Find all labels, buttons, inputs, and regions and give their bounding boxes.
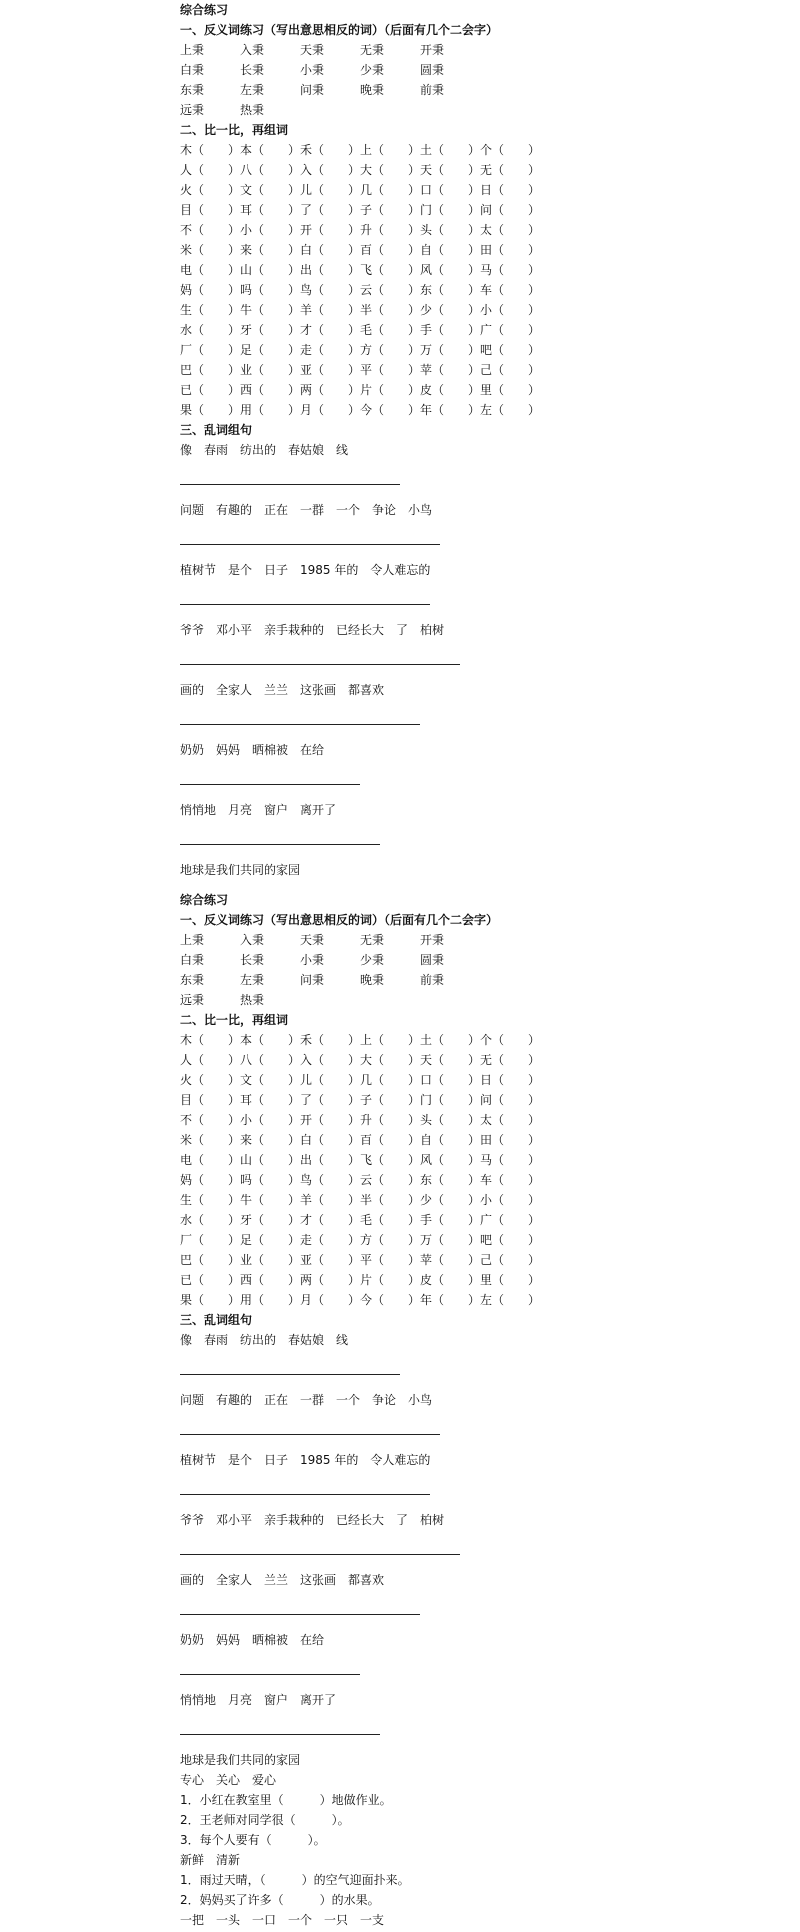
answer-blank-line xyxy=(180,844,380,845)
answer-blank-line xyxy=(180,1374,400,1375)
compare-row: 不（ ）小（ ）开（ ）升（ ）头（ ）太（ ） xyxy=(180,223,541,237)
compare-row: 巴（ ）业（ ）亚（ ）平（ ）苹（ ）己（ ） xyxy=(180,1253,541,1267)
antonym-row: 远秉 热秉 xyxy=(180,993,265,1007)
answer-blank-line xyxy=(180,1434,440,1435)
jumble-words: 像 春雨 纺出的 春姑娘 线 xyxy=(180,1333,349,1347)
fill-blank-sentence: 1．雨过天晴，（ ）的空气迎面扑来。 xyxy=(180,1873,410,1887)
answer-blank-line xyxy=(180,784,360,785)
answer-blank-line xyxy=(180,484,400,485)
compare-row: 木（ ）本（ ）禾（ ）上（ ）土（ ）个（ ） xyxy=(180,1033,541,1047)
compare-row: 妈（ ）吗（ ）鸟（ ）云（ ）东（ ）车（ ） xyxy=(180,1173,541,1187)
antonym-row: 白秉 长秉 小秉 少秉 圆秉 xyxy=(180,63,445,77)
jumble-words: 奶奶 妈妈 晒棉被 在给 xyxy=(180,743,325,757)
compare-row: 电（ ）山（ ）出（ ）飞（ ）风（ ）马（ ） xyxy=(180,263,541,277)
compare-row: 已（ ）西（ ）两（ ）片（ ）皮（ ）里（ ） xyxy=(180,1273,541,1287)
compare-row: 目（ ）耳（ ）了（ ）子（ ）门（ ）问（ ） xyxy=(180,1093,541,1107)
worksheet-title: 综合练习 xyxy=(180,3,229,17)
answer-blank-line xyxy=(180,1554,460,1555)
closing-sentence: 地球是我们共同的家园 xyxy=(180,863,301,877)
compare-row: 火（ ）文（ ）儿（ ）几（ ）口（ ）日（ ） xyxy=(180,183,541,197)
compare-row: 果（ ）用（ ）月（ ）今（ ）年（ ）左（ ） xyxy=(180,1293,541,1307)
compare-row: 厂（ ）足（ ）走（ ）方（ ）万（ ）吧（ ） xyxy=(180,1233,541,1247)
word-choice-row: 新鲜 清新 xyxy=(180,1853,241,1867)
jumble-words: 植树节 是个 日子 1985 年的 令人难忘的 xyxy=(180,1453,431,1467)
compare-row: 生（ ）牛（ ）羊（ ）半（ ）少（ ）小（ ） xyxy=(180,1193,541,1207)
compare-row: 电（ ）山（ ）出（ ）飞（ ）风（ ）马（ ） xyxy=(180,1153,541,1167)
fill-blank-sentence: 3．每个人要有（ ）。 xyxy=(180,1833,326,1847)
answer-blank-line xyxy=(180,664,460,665)
compare-row: 目（ ）耳（ ）了（ ）子（ ）门（ ）问（ ） xyxy=(180,203,541,217)
antonym-row: 东秉 左秉 问秉 晚秉 前秉 xyxy=(180,83,445,97)
worksheet-title: 综合练习 xyxy=(180,893,229,907)
antonym-heading: 一、反义词练习（写出意思相反的词）（后面有几个二会字） xyxy=(180,913,499,927)
antonym-heading: 一、反义词练习（写出意思相反的词）（后面有几个二会字） xyxy=(180,23,499,37)
antonym-row: 上秉 入秉 天秉 无秉 开秉 xyxy=(180,933,445,947)
compare-row: 厂（ ）足（ ）走（ ）方（ ）万（ ）吧（ ） xyxy=(180,343,541,357)
answer-blank-line xyxy=(180,544,440,545)
answer-blank-line xyxy=(180,724,420,725)
compare-row: 水（ ）牙（ ）才（ ）毛（ ）手（ ）广（ ） xyxy=(180,1213,541,1227)
compare-row: 生（ ）牛（ ）羊（ ）半（ ）少（ ）小（ ） xyxy=(180,303,541,317)
fill-blank-sentence: 2．妈妈买了许多（ ）的水果。 xyxy=(180,1893,380,1907)
jumble-words: 奶奶 妈妈 晒棉被 在给 xyxy=(180,1633,325,1647)
compare-row: 人（ ）八（ ）入（ ）大（ ）天（ ）无（ ） xyxy=(180,163,541,177)
fill-blank-sentence: 2．王老师对同学很（ ）。 xyxy=(180,1813,350,1827)
compare-row: 米（ ）来（ ）白（ ）百（ ）自（ ）田（ ） xyxy=(180,1133,541,1147)
antonym-row: 远秉 热秉 xyxy=(180,103,265,117)
jumble-words: 悄悄地 月亮 窗户 离开了 xyxy=(180,803,337,817)
closing-sentence: 地球是我们共同的家园 xyxy=(180,1753,301,1767)
compare-row: 米（ ）来（ ）白（ ）百（ ）自（ ）田（ ） xyxy=(180,243,541,257)
jumble-heading: 三、乱词组句 xyxy=(180,423,253,437)
measure-words-row: 一把 一头 一口 一个 一只 一支 xyxy=(180,1913,385,1927)
compare-heading: 二、比一比，再组词 xyxy=(180,123,289,137)
compare-row: 人（ ）八（ ）入（ ）大（ ）天（ ）无（ ） xyxy=(180,1053,541,1067)
jumble-words: 像 春雨 纺出的 春姑娘 线 xyxy=(180,443,349,457)
jumble-words: 悄悄地 月亮 窗户 离开了 xyxy=(180,1693,337,1707)
answer-blank-line xyxy=(180,1674,360,1675)
compare-row: 已（ ）西（ ）两（ ）片（ ）皮（ ）里（ ） xyxy=(180,383,541,397)
antonym-row: 上秉 入秉 天秉 无秉 开秉 xyxy=(180,43,445,57)
answer-blank-line xyxy=(180,1734,380,1735)
jumble-words: 问题 有趣的 正在 一群 一个 争论 小鸟 xyxy=(180,1393,433,1407)
fill-blank-sentence: 1．小红在教室里（ ）地做作业。 xyxy=(180,1793,392,1807)
jumble-words: 问题 有趣的 正在 一群 一个 争论 小鸟 xyxy=(180,503,433,517)
jumble-words: 画的 全家人 兰兰 这张画 都喜欢 xyxy=(180,1573,385,1587)
compare-row: 妈（ ）吗（ ）鸟（ ）云（ ）东（ ）车（ ） xyxy=(180,283,541,297)
compare-row: 果（ ）用（ ）月（ ）今（ ）年（ ）左（ ） xyxy=(180,403,541,417)
jumble-words: 爷爷 邓小平 亲手栽种的 已经长大 了 柏树 xyxy=(180,1513,445,1527)
word-choice-row: 专心 关心 爱心 xyxy=(180,1773,277,1787)
antonym-row: 白秉 长秉 小秉 少秉 圆秉 xyxy=(180,953,445,967)
antonym-row: 东秉 左秉 问秉 晚秉 前秉 xyxy=(180,973,445,987)
compare-row: 巴（ ）业（ ）亚（ ）平（ ）苹（ ）己（ ） xyxy=(180,363,541,377)
jumble-words: 画的 全家人 兰兰 这张画 都喜欢 xyxy=(180,683,385,697)
jumble-words: 植树节 是个 日子 1985 年的 令人难忘的 xyxy=(180,563,431,577)
compare-row: 火（ ）文（ ）儿（ ）几（ ）口（ ）日（ ） xyxy=(180,1073,541,1087)
answer-blank-line xyxy=(180,1614,420,1615)
answer-blank-line xyxy=(180,604,430,605)
answer-blank-line xyxy=(180,1494,430,1495)
compare-row: 木（ ）本（ ）禾（ ）上（ ）土（ ）个（ ） xyxy=(180,143,541,157)
compare-row: 不（ ）小（ ）开（ ）升（ ）头（ ）太（ ） xyxy=(180,1113,541,1127)
jumble-words: 爷爷 邓小平 亲手栽种的 已经长大 了 柏树 xyxy=(180,623,445,637)
jumble-heading: 三、乱词组句 xyxy=(180,1313,253,1327)
compare-row: 水（ ）牙（ ）才（ ）毛（ ）手（ ）广（ ） xyxy=(180,323,541,337)
compare-heading: 二、比一比，再组词 xyxy=(180,1013,289,1027)
